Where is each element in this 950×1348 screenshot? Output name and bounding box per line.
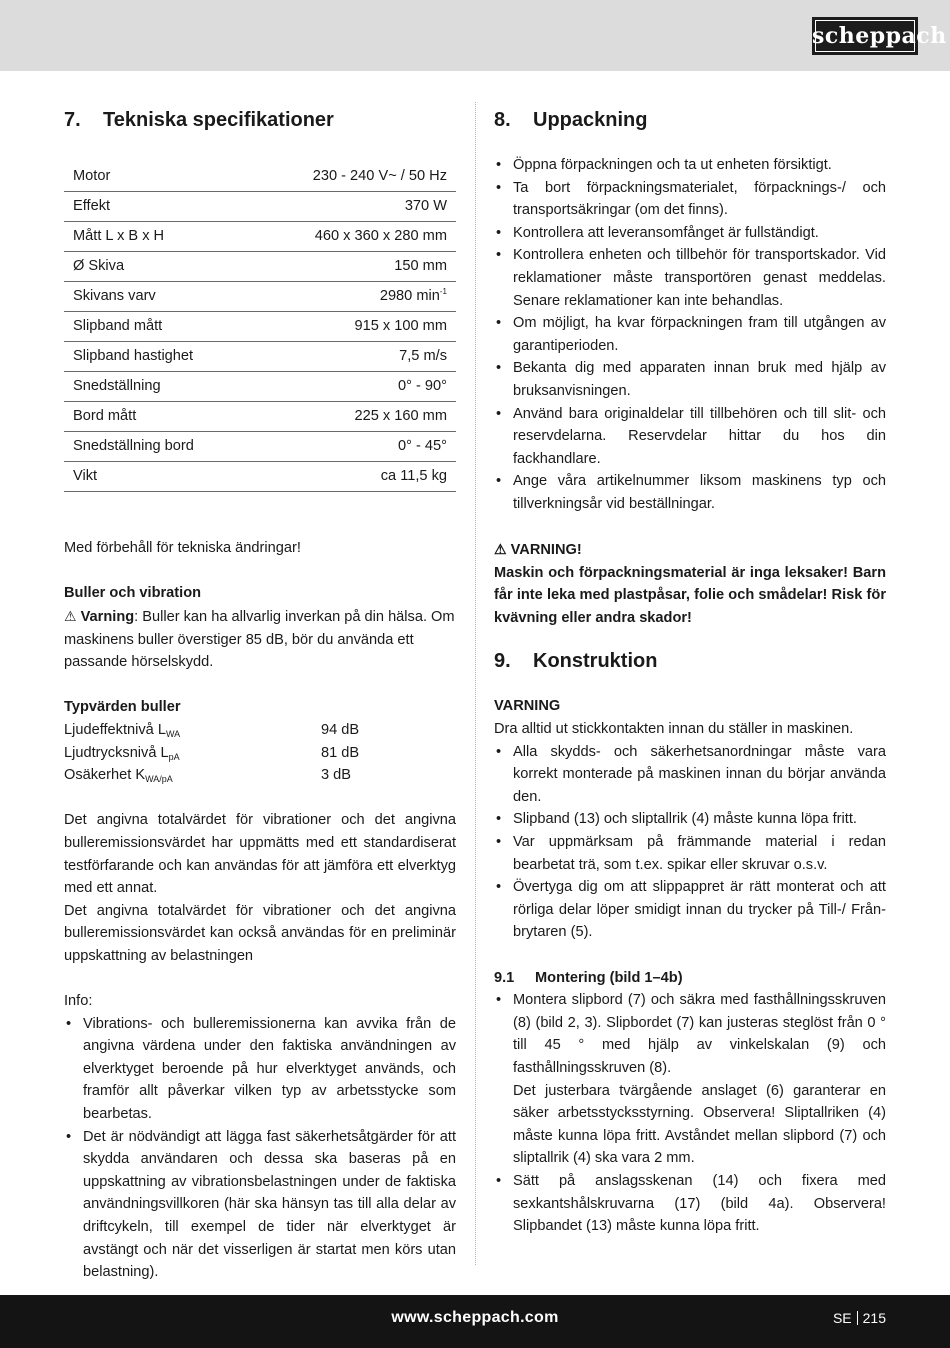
spec-label: Motor	[64, 162, 251, 192]
table-row	[64, 462, 456, 492]
packaging-warning-heading	[494, 538, 886, 562]
table-row	[64, 252, 456, 282]
unpacking-list	[494, 154, 886, 516]
noise-value: 3 dB	[321, 767, 352, 784]
noise-value-label-text: Osäkerhet K	[64, 767, 146, 784]
typical-values-heading: Typvärden buller	[64, 699, 181, 716]
warning-label: Varning	[80, 608, 135, 625]
table-row	[64, 402, 456, 432]
spec-value-text: 0° - 90°	[398, 378, 447, 395]
spec-value	[251, 252, 456, 282]
section-title: Tekniska specifikationer	[103, 109, 334, 131]
warning-triangle-icon: ⚠	[64, 607, 77, 624]
list-item: • Slipband (13) och sliptallrik (4) måste kunna löpa fritt.	[494, 808, 886, 831]
spec-value	[251, 432, 456, 462]
list-item: • Kontrollera att leveransomfånget är fullständigt.	[494, 222, 886, 245]
spec-table	[64, 162, 456, 492]
spec-value-text: ca 11,5 kg	[380, 468, 447, 485]
table-row	[64, 222, 456, 252]
subsection-title: Montering (bild 1–4b)	[535, 969, 683, 986]
list-item-continuation: Det justerbara tvärgående anslaget (6) garanterar en säker arbetsstycksstyrning. Observera! Sliptallriken (4) måste kunna löpa fritt. Avståndet mellan slipbord (7) och sliptallrik (4) ska vara 2 mm.	[513, 1082, 886, 1167]
noise-value-subscript: pA	[168, 751, 180, 762]
spec-label: Bord mått	[64, 402, 251, 432]
list-item: • Ange våra artikelnummer liksom maskinens typ och tillverkningsår vid beställningar.	[494, 470, 886, 515]
list-item: • Det är nödvändigt att lägga fast säkerhetsåtgärder för att skydda användaren och dessa ska baseras på en uppskattning av vibrationsbelastningen under de faktiska användningsvillkoren (här ska hänsyn tas till alla delar av driftcykeln, till exempel de tider när elverktyget är avstängt och när det visserligen är startat men körs utan belastning).	[64, 1126, 456, 1284]
noise-value-label	[64, 764, 321, 787]
list-item: • Bekanta dig med apparaten innan bruk med hjälp av bruksanvisningen.	[494, 357, 886, 402]
page-number	[833, 1310, 886, 1326]
section-title: Konstruktion	[533, 650, 658, 673]
noise-value-label	[64, 719, 321, 742]
list-item: • Öppna förpackningen och ta ut enheten försiktigt.	[494, 154, 886, 177]
spec-value	[251, 342, 456, 372]
table-row	[64, 282, 456, 312]
noise-values-list	[64, 719, 456, 787]
vibration-paragraph-1: Det angivna totalvärdet för vibrationer och det angivna bulleremissionsvärdet har uppmätts med ett standardiserat testförfarande och kan användas för att jämföra ett elverktyg med ett annat.	[64, 812, 456, 897]
spec-label: Snedställning	[64, 372, 251, 402]
noise-value-row	[64, 719, 456, 742]
footer-url: www.scheppach.com	[391, 1309, 559, 1326]
spec-value	[251, 402, 456, 432]
info-list	[64, 1013, 456, 1284]
section-number: 7.	[64, 109, 81, 131]
logo-frame	[815, 20, 915, 52]
info-label: Info:	[64, 993, 93, 1010]
spec-value-text: 230 - 240 V~ / 50 Hz	[312, 168, 447, 185]
table-row	[64, 372, 456, 402]
spec-value-exponent: -1	[439, 287, 447, 297]
spec-value-text: 225 x 160 mm	[354, 408, 447, 425]
warning-heading-text: VARNING!	[510, 542, 582, 559]
spec-value-text: 370 W	[404, 198, 447, 215]
language-code: SE	[832, 1310, 852, 1326]
noise-value-subscript: WA	[165, 728, 181, 739]
list-item: • Kontrollera enheten och tillbehör för transportskador. Vid reklamationer måste transportören genast meddelas. Senare reklamationer kan inte behandlas.	[494, 244, 886, 312]
section-8-heading	[494, 100, 886, 140]
construction-warning-heading: VARNING	[494, 698, 561, 715]
vibration-paragraph-2: Det angivna totalvärdet för vibrationer och det angivna bulleremissionsvärdet kan också användas för en preliminär uppskattning av belastningen	[64, 902, 456, 964]
footer-bar	[0, 1295, 950, 1348]
list-item-text: Sätt på anslagsskenan (14) och fixera med sexkantshålskruvarna (17) (bild 4a). Observera! Slipbandet (13) måste kunna löpa fritt.	[513, 1172, 886, 1235]
noise-heading: Buller och vibration	[64, 585, 202, 602]
list-item: • Alla skydds- och säkerhetsanordningar måste vara korrekt monterade på maskinen innan du börjar använda den.	[494, 741, 886, 809]
noise-value-label	[64, 742, 321, 765]
section-9-heading	[494, 641, 886, 681]
subsection-9-1-heading	[494, 967, 886, 990]
spec-value	[251, 162, 456, 192]
section-7-heading	[64, 100, 456, 140]
left-column	[64, 100, 456, 1284]
subsection-number: 9.1	[494, 969, 515, 986]
right-column	[494, 100, 886, 1238]
noise-value-row	[64, 742, 456, 765]
spec-label: Skivans varv	[64, 282, 251, 312]
table-row	[64, 342, 456, 372]
spec-value	[251, 192, 456, 222]
list-item	[494, 1170, 886, 1238]
table-row	[64, 162, 456, 192]
table-row	[64, 432, 456, 462]
noise-value-subscript: WA/pA	[145, 774, 173, 785]
list-item: • Var uppmärksam på främmande material i redan bearbetat trä, som t.ex. spikar eller skruvar o.s.v.	[494, 831, 886, 876]
list-item: • Vibrations- och bulleremissionerna kan avvika från de angivna värdena under den faktiska användningen av elverktyget beroende på hur elverktyget används, och framför allt påverkar vilken typ av arbetsstycke som bearbetas.	[64, 1013, 456, 1126]
spec-label: Snedställning bord	[64, 432, 251, 462]
warning-text: : Buller kan ha allvarlig inverkan på din hälsa. Om maskinens buller överstiger 85 dB, bör du använda ett passande hörselskydd.	[64, 608, 455, 671]
column-divider	[475, 102, 476, 1265]
spec-value-text: 0° - 45°	[398, 438, 447, 455]
spec-label: Vikt	[64, 462, 251, 492]
list-item-text: Montera slipbord (7) och säkra med fasthållningsskruven (8) (bild 2, 3). Slipbordet (7) kan justeras steglöst från 0 ° till 45 ° med hjälp av vinkelskalan (9) och fasthållningsskruven (8).	[513, 992, 886, 1076]
list-item: • Använd bara originaldelar till tillbehören och till slit- och reservdelarna. Reservdelar hittar du hos din fackhandlare.	[494, 403, 886, 471]
mounting-list	[494, 989, 886, 1238]
logo-text: scheppach	[812, 23, 947, 49]
spec-value	[251, 312, 456, 342]
list-item	[494, 989, 886, 1170]
noise-value-label-text: Ljudtrycksnivå L	[64, 744, 169, 761]
table-row	[64, 192, 456, 222]
spec-label: Slipband mått	[64, 312, 251, 342]
scheppach-logo	[812, 17, 947, 55]
spec-value-text: 915 x 100 mm	[354, 318, 447, 335]
spec-value-text: 2980 min	[379, 288, 440, 305]
spec-value	[251, 462, 456, 492]
spec-value-text: 150 mm	[394, 258, 447, 275]
spec-label: Effekt	[64, 192, 251, 222]
top-bar	[0, 0, 950, 71]
section-number: 8.	[494, 109, 511, 131]
spec-value	[251, 372, 456, 402]
spec-value-text: 7,5 m/s	[399, 348, 447, 365]
noise-value-row	[64, 764, 456, 787]
section-number: 9.	[494, 650, 511, 673]
noise-value: 81 dB	[321, 744, 360, 761]
page-number-value: 215	[862, 1310, 886, 1326]
spec-label: Ø Skiva	[64, 252, 251, 282]
construction-warning-text: Dra alltid ut stickkontakten innan du ställer in maskinen.	[494, 721, 854, 738]
section-title: Uppackning	[533, 109, 648, 131]
warning-triangle-icon: ⚠	[494, 541, 507, 558]
noise-value-label-text: Ljudeffektnivå L	[64, 721, 166, 738]
packaging-warning-text: Maskin och förpackningsmaterial är inga leksaker! Barn får inte leka med plastpåsar, folie och smådelar! Risk för kvävning eller andra skador!	[494, 564, 886, 626]
list-item: • Övertyga dig om att slippappret är rätt monterat och att rörliga delar löper smidigt innan du trycker på Till-/ Från-brytaren (5).	[494, 876, 886, 944]
construction-list	[494, 741, 886, 944]
table-row	[64, 312, 456, 342]
page-separator	[857, 1311, 858, 1325]
list-item: • Ta bort förpackningsmaterialet, förpacknings-/ och transportsäkringar (om det finns).	[494, 177, 886, 222]
spec-label: Mått L x B x H	[64, 222, 251, 252]
noise-value: 94 dB	[321, 721, 360, 738]
list-item: • Om möjligt, ha kvar förpackningen fram till utgången av garantiperioden.	[494, 312, 886, 357]
noise-warning	[64, 605, 456, 674]
spec-value	[251, 282, 456, 312]
spec-value	[251, 222, 456, 252]
spec-label: Slipband hastighet	[64, 342, 251, 372]
reservation-note: Med förbehåll för tekniska ändringar!	[64, 540, 301, 557]
spec-value-text: 460 x 360 x 280 mm	[314, 228, 447, 245]
